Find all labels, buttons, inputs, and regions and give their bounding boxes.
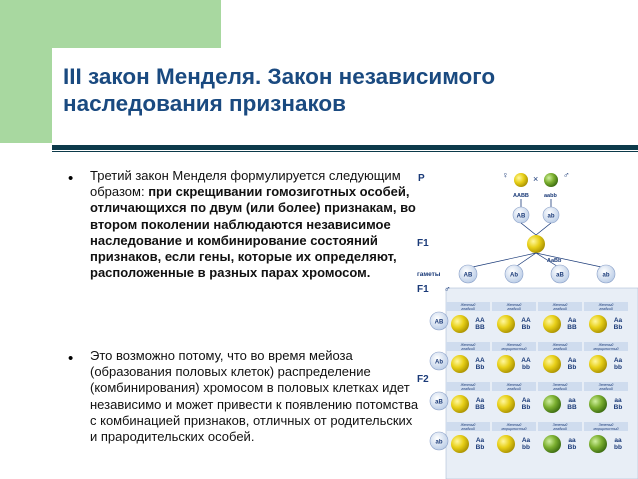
pea-seed-icon — [589, 315, 607, 333]
pea-seed-icon — [451, 315, 469, 333]
label-gametes: гаметы — [417, 271, 441, 278]
bullet-marker-2: • — [68, 350, 74, 367]
parent-1-genotype: AABB — [513, 193, 529, 199]
cell-genotype: AA Bb — [475, 357, 485, 371]
male-symbol-grid: ♂ — [444, 284, 451, 294]
pea-seed-icon — [451, 355, 469, 373]
title-line-1: III закон Менделя. Закон независимого — [63, 64, 496, 89]
cell-phenotype-label: Желтый гладкий — [460, 343, 476, 351]
f1-pea — [527, 235, 545, 253]
arrow-line — [468, 253, 536, 268]
pea-seed-icon — [543, 355, 561, 373]
cell-phenotype-label: Желтый гладкий — [552, 303, 568, 311]
row-gamete-label: Ab — [435, 359, 443, 366]
parent-1-pea — [514, 173, 528, 187]
cell-phenotype-label: Зеленый морщинистый — [593, 423, 619, 431]
cell-genotype: aa BB — [567, 397, 577, 411]
column-gamete-label: ab — [602, 272, 610, 279]
pea-seed-icon — [589, 395, 607, 413]
cell-phenotype-label: Зеленый гладкий — [552, 383, 568, 391]
cell-genotype: Aa Bb — [475, 437, 485, 451]
label-p: P — [418, 173, 425, 184]
cell-genotype: Aa BB — [475, 397, 485, 411]
cell-genotype: aa bb — [614, 437, 622, 451]
cell-genotype: Aa Bb — [567, 357, 577, 371]
column-gamete-label: Ab — [510, 272, 518, 279]
pea-seed-icon — [543, 435, 561, 453]
slide-title — [63, 63, 623, 117]
pea-seed-icon — [497, 355, 515, 373]
parent-2-genotype: aabb — [544, 193, 557, 199]
column-gamete-label: AB — [463, 272, 473, 279]
label-f1-second: F1 — [417, 284, 429, 295]
cell-genotype: aa Bb — [567, 437, 577, 451]
bullet-text-1 — [90, 168, 420, 281]
row-gamete-label: ab — [435, 439, 443, 446]
row-gamete-label: AB — [434, 319, 444, 326]
bullet-1-bold: при скрещивании гомозиготных особей, отличающихся по двум (или более) признакам, во втором поколении наблюдаются независимое наследование и комбинирование состояний признаков, если гены, которые их определяют, расположенные в разных парах хромосом. — [90, 184, 416, 281]
pea-seed-icon — [451, 395, 469, 413]
cell-genotype: AA BB — [475, 317, 485, 331]
cell-genotype: Aa bb — [613, 357, 623, 371]
pea-seed-icon — [589, 355, 607, 373]
cell-phenotype-label: Желтый гладкий — [506, 303, 522, 311]
cell-phenotype-label: Желтый гладкий — [460, 423, 476, 431]
cell-phenotype-label: Желтый гладкий — [460, 383, 476, 391]
dihybrid-cross-diagram — [414, 168, 638, 479]
arrow-line — [536, 223, 551, 235]
cell-phenotype-label: Желтый гладкий — [460, 303, 476, 311]
parent-1-gamete-label: AB — [516, 213, 526, 220]
cell-genotype: Aa Bb — [521, 397, 531, 411]
cell-phenotype-label: Желтый гладкий — [552, 343, 568, 351]
cell-genotype: AA bb — [521, 357, 531, 371]
cell-phenotype-label: Желтый морщинистый — [501, 343, 527, 351]
row-gamete-label: aB — [435, 399, 443, 406]
male-symbol: ♂ — [563, 170, 570, 180]
title-line-2: наследования признаков — [63, 91, 346, 116]
cell-phenotype-label: Желтый морщинистый — [593, 343, 619, 351]
column-gamete-label: aB — [556, 272, 564, 279]
cell-genotype: Aa bb — [521, 437, 531, 451]
pea-seed-icon — [543, 395, 561, 413]
pea-seed-icon — [497, 435, 515, 453]
cell-genotype: Aa Bb — [613, 317, 623, 331]
title-divider-thin — [52, 151, 638, 152]
cell-genotype: aa Bb — [613, 397, 623, 411]
pea-seed-icon — [543, 315, 561, 333]
pea-seed-icon — [497, 315, 515, 333]
cell-phenotype-label: Зеленый гладкий — [552, 423, 568, 431]
cell-genotype: Aa BB — [567, 317, 577, 331]
bullet-1-plain: Третий закон Менделя формулируется следующим образом: — [90, 168, 401, 200]
pea-seed-icon — [451, 435, 469, 453]
pea-seed-icon — [497, 395, 515, 413]
parent-2-gamete-label: ab — [547, 213, 555, 220]
f1-genotype: AaBb — [547, 258, 562, 264]
bullet-marker-1: • — [68, 170, 74, 187]
label-f2: F2 — [417, 374, 429, 385]
cell-genotype: AA Bb — [521, 317, 531, 331]
female-symbol: ♀ — [502, 170, 509, 180]
cell-phenotype-label: Зеленый гладкий — [598, 383, 614, 391]
cell-phenotype-label: Желтый гладкий — [598, 303, 614, 311]
bullet-text-2: Это возможно потому, что во время мейоза (образования половых клеток) распределение (комбинирования) хромосом в половых клетках идет независимо и может привести к появлению потомства с комбинацией признаков, отличных от родительских и прародительских особей. — [90, 348, 419, 445]
cell-phenotype-label: Желтый морщинистый — [501, 423, 527, 431]
column-gamete-headers — [459, 265, 615, 283]
cross-symbol: × — [533, 174, 539, 184]
label-f1: F1 — [417, 238, 429, 249]
row-gamete-headers — [430, 312, 448, 450]
title-divider — [52, 145, 638, 150]
arrow-line — [521, 223, 536, 235]
pea-seed-icon — [589, 435, 607, 453]
cell-phenotype-label: Желтый гладкий — [506, 383, 522, 391]
parent-2-pea — [544, 173, 558, 187]
